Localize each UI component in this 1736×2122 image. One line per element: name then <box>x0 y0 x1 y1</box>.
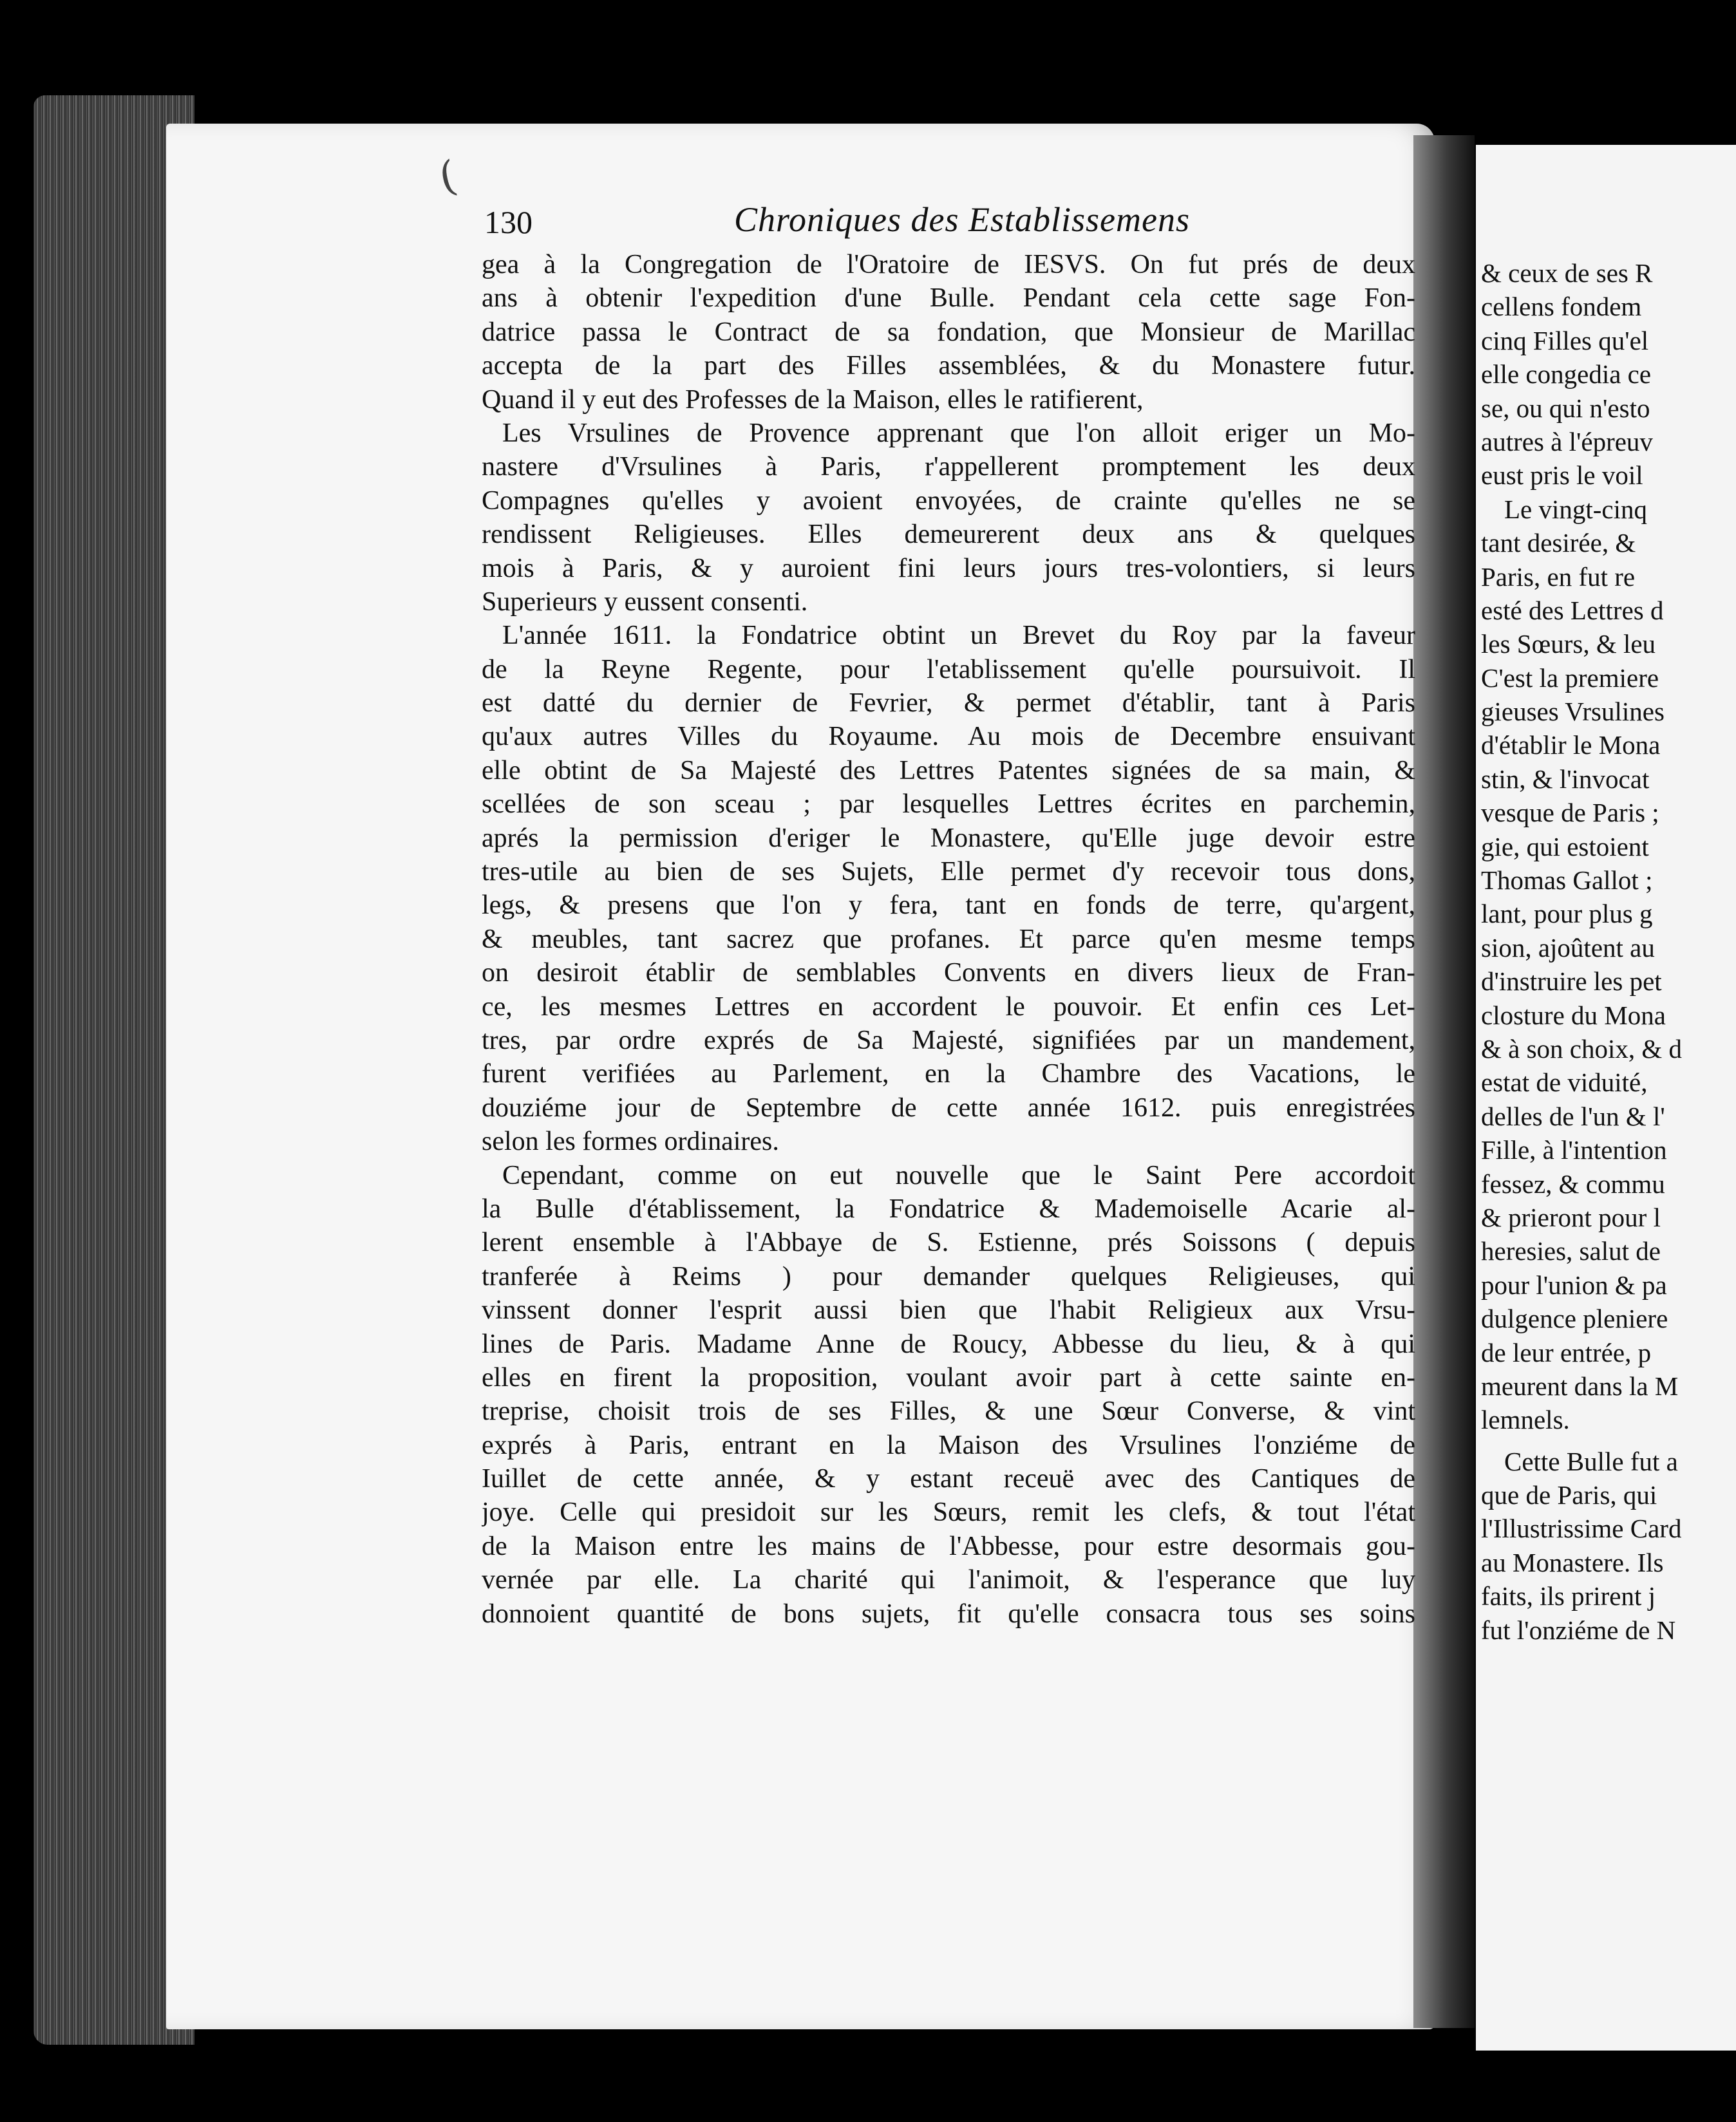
right-text-line: & ceux de ses R <box>1481 258 1653 288</box>
right-text-line: elle congedia ce <box>1481 359 1652 390</box>
text-line: on desiroit établir de semblables Convents en divers lieux de Fran- <box>482 958 1415 988</box>
text-line: legs, & presens que l'on y fera, tant en fonds de terre, qu'argent, <box>482 890 1415 921</box>
text-line: Superieurs y eussent consenti. <box>482 587 808 617</box>
pencil-mark: ( <box>435 152 461 202</box>
right-text-line: & à son choix, & d <box>1481 1033 1683 1064</box>
text-line: tres-utile au bien de ses Sujets, Elle permet d'y recevoir tous dons, <box>482 857 1415 887</box>
text-line: exprés à Paris, entrant en la Maison des Vrsulines l'onziéme de <box>482 1430 1415 1460</box>
left-page-text <box>482 248 1415 1631</box>
right-text-line: se, ou qui n'esto <box>1481 393 1650 423</box>
right-text-line: dulgence pleniere <box>1481 1304 1668 1334</box>
right-text-line: que de Paris, qui <box>1481 1480 1657 1510</box>
right-text-line: lemnels. <box>1481 1405 1570 1435</box>
right-text-line: eust pris le voil <box>1481 460 1643 491</box>
right-text-line: Le vingt-cinq <box>1504 494 1648 524</box>
right-text-line: Cette Bulle fut a <box>1504 1446 1678 1476</box>
right-text-line: au Monastere. Ils <box>1481 1547 1664 1577</box>
right-text-line: estat de viduité, <box>1481 1067 1648 1098</box>
text-line: ans à obtenir l'expedition d'une Bulle. Pendant cela cette sage Fon- <box>482 283 1415 314</box>
text-line: qu'aux autres Villes du Royaume. Au mois de Decembre ensuivant <box>482 722 1415 752</box>
right-text-line: esté des Lettres d <box>1481 595 1664 625</box>
right-text-line: delles de l'un & l' <box>1481 1101 1665 1131</box>
text-line: tres, par ordre exprés de Sa Majesté, signifiées par un mandement, <box>482 1025 1415 1055</box>
text-line: tranferée à Reims ) pour demander quelques Religieuses, qui <box>482 1261 1415 1291</box>
text-line: est datté du dernier de Fevrier, & permet d'établir, tant à Paris <box>482 688 1415 718</box>
right-text-line: d'instruire les pet <box>1481 966 1662 997</box>
right-text-line: pour l'union & pa <box>1481 1270 1667 1300</box>
text-line: aprés la permission d'eriger le Monastere, qu'Elle juge devoir estre <box>482 823 1415 853</box>
right-text-line: de leur entrée, p <box>1481 1337 1652 1367</box>
right-text-line: cinq Filles qu'el <box>1481 325 1649 355</box>
text-line: furent verifiées au Parlement, en la Chambre des Vacations, le <box>482 1059 1415 1089</box>
right-text-line: faits, ils prirent j <box>1481 1581 1656 1611</box>
text-line: Compagnes qu'elles y avoient envoyées, de crainte qu'elles ne se <box>482 485 1415 516</box>
text-line: douziéme jour de Septembre de cette année 1612. puis enregistrées <box>482 1093 1415 1123</box>
text-line: rendissent Religieuses. Elles demeurerent deux ans & quelques <box>482 520 1415 550</box>
text-line: nastere d'Vrsulines à Paris, r'appellerent promptement les deux <box>482 452 1415 482</box>
right-text-line: closture du Mona <box>1481 1000 1666 1030</box>
text-line: treprise, choisit trois de ses Filles, & une Sœur Converse, & vint <box>482 1396 1415 1427</box>
right-text-line: meurent dans la M <box>1481 1371 1679 1401</box>
right-text-line: lant, pour plus g <box>1481 899 1653 929</box>
text-line: scellées de son sceau ; par lesquelles Lettres écrites en parchemin, <box>482 789 1415 820</box>
running-title: Chroniques des Establissemens <box>734 200 1190 239</box>
text-line: Quand il y eut des Professes de la Maison, elles le ratifierent, <box>482 384 1144 415</box>
text-line: Les Vrsulines de Provence apprenant que l'on alloit eriger un Mo- <box>502 418 1415 448</box>
right-text-line: d'établir le Mona <box>1481 730 1661 760</box>
right-text-line: sion, ajoûtent au <box>1481 932 1655 962</box>
right-text-line: l'Illustrissime Card <box>1481 1514 1682 1544</box>
text-line: L'année 1611. la Fondatrice obtint un Brevet du Roy par la faveur <box>502 621 1415 651</box>
right-text-line: vesque de Paris ; <box>1481 798 1659 828</box>
text-line: & meubles, tant sacrez que profanes. Et parce qu'en mesme temps <box>482 924 1415 954</box>
right-text-line: fut l'onziéme de N <box>1481 1615 1676 1645</box>
text-line: donnoient quantité de bons sujets, fit qu'elle consacra tous ses soins <box>482 1599 1415 1629</box>
right-text-line: Fille, à l'intention <box>1481 1135 1667 1165</box>
book-gutter <box>1413 135 1475 2028</box>
text-line: mois à Paris, & y auroient fini leurs jours tres-volontiers, si leurs <box>482 553 1415 583</box>
right-text-line: les Sœurs, & leu <box>1481 629 1656 659</box>
text-line: vernée par elle. La charité qui l'animoit, & l'esperance que luy <box>482 1565 1415 1595</box>
right-text-line: gieuses Vrsulines <box>1481 697 1665 727</box>
text-line: selon les formes ordinaires. <box>482 1127 779 1157</box>
right-text-line: & prieront pour l <box>1481 1202 1661 1232</box>
text-line: Iuillet de cette année, & y estant receuë avec des Cantiques de <box>482 1464 1415 1494</box>
text-line: vinssent donner l'esprit aussi bien que l'habit Religieux aux Vrsu- <box>482 1295 1415 1326</box>
right-page-text <box>1481 256 1736 1647</box>
right-text-line: stin, & l'invocat <box>1481 764 1650 794</box>
page-number: 130 <box>484 204 533 240</box>
text-line: joye. Celle qui presidoit sur les Sœurs, remit les clefs, & tout l'état <box>482 1498 1415 1528</box>
right-text-line: heresies, salut de <box>1481 1236 1661 1266</box>
page-header <box>484 200 1386 249</box>
text-line: lerent ensemble à l'Abbaye de S. Estienne, prés Soissons ( depuis <box>482 1228 1415 1258</box>
text-line: la Bulle d'établissement, la Fondatrice & Mademoiselle Acarie al- <box>482 1194 1415 1224</box>
right-text-line: gie, qui estoient <box>1481 831 1649 861</box>
text-line: gea à la Congregation de l'Oratoire de IESVS. On fut prés de deux <box>482 250 1415 279</box>
text-line: lines de Paris. Madame Anne de Roucy, Abbesse du lieu, & à qui <box>482 1329 1415 1359</box>
right-text-line: Paris, en fut re <box>1481 561 1636 592</box>
text-line: de la Reyne Regente, pour l'etablissement qu'elle poursuivoit. Il <box>482 654 1415 684</box>
text-line: elles en firent la proposition, voulant avoir part à cette sainte en- <box>482 1362 1415 1393</box>
text-line: accepta de la part des Filles assemblées, & du Monastere futur. <box>482 351 1415 381</box>
right-text-line: C'est la premiere <box>1481 662 1659 693</box>
text-line: de la Maison entre les mains de l'Abbesse, pour estre desormais gou- <box>482 1531 1415 1561</box>
text-line: Cependant, comme on eut nouvelle que le Saint Pere accordoit <box>502 1160 1415 1190</box>
text-line: datrice passa le Contract de sa fondation, que Monsieur de Marillac <box>482 317 1415 347</box>
right-text-line: autres à l'épreuv <box>1481 426 1653 456</box>
right-text-line: tant desirée, & <box>1481 528 1636 558</box>
right-text-line: Thomas Gallot ; <box>1481 865 1653 896</box>
right-text-line: cellens fondem <box>1481 292 1642 322</box>
right-text-line: fessez, & commu <box>1481 1169 1665 1199</box>
text-line: ce, les mesmes Lettres en accordent le pouvoir. Et enfin ces Let- <box>482 991 1415 1022</box>
text-line: elle obtint de Sa Majesté des Lettres Patentes signées de sa main, & <box>482 755 1415 785</box>
